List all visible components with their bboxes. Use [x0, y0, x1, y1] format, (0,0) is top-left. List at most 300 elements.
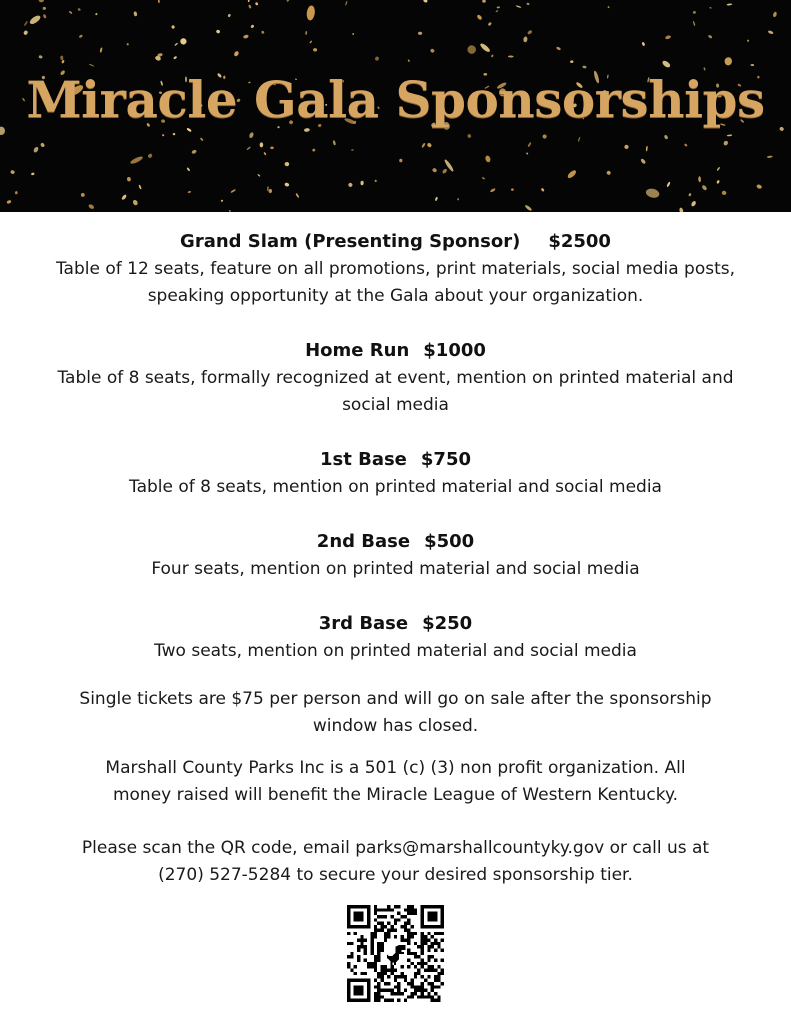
qr-module: [390, 999, 393, 1002]
qr-module: [431, 955, 434, 958]
qr-module: [434, 985, 437, 988]
qr-module: [394, 979, 397, 982]
confetti-fleck: [249, 132, 255, 139]
qr-module: [374, 912, 377, 915]
page-title: Miracle Gala Sponsorships: [26, 70, 765, 129]
confetti-fleck: [173, 56, 177, 60]
qr-module: [404, 938, 407, 941]
qr-module: [411, 995, 414, 998]
confetti-fleck: [6, 200, 11, 205]
qr-module: [384, 982, 387, 985]
tier-price: $2500: [548, 231, 611, 252]
confetti-fleck: [523, 36, 528, 42]
qr-module: [421, 945, 424, 948]
qr-module: [374, 932, 377, 935]
single-tickets-note: [0, 686, 791, 740]
confetti-fleck: [216, 29, 221, 34]
confetti-fleck: [645, 187, 660, 199]
qr-module: [414, 952, 417, 955]
qr-module: [421, 932, 424, 935]
confetti-fleck: [246, 146, 251, 150]
qr-module: [427, 932, 430, 935]
qr-module: [374, 979, 377, 982]
confetti-fleck: [485, 155, 492, 163]
confetti-fleck: [28, 14, 41, 26]
tier-description-line: speaking opportunity at the Gala about your organization.: [147, 286, 644, 306]
tier-heading: [0, 337, 791, 365]
qr-module: [401, 935, 404, 938]
confetti-fleck: [270, 146, 274, 149]
qr-module: [350, 952, 353, 955]
confetti-fleck: [624, 144, 629, 149]
confetti-fleck: [772, 11, 777, 17]
confetti-fleck: [345, 1, 348, 6]
qr-module: [407, 922, 410, 925]
qr-module: [384, 938, 387, 941]
qr-module: [417, 985, 420, 988]
tier-heading: [0, 446, 791, 474]
confetti-fleck: [527, 30, 533, 35]
confetti-fleck: [15, 191, 18, 194]
confetti-fleck: [172, 133, 175, 136]
confetti-fleck: [722, 191, 727, 196]
confetti-fleck: [126, 43, 129, 46]
qr-module: [390, 989, 393, 992]
qr-module: [390, 992, 393, 995]
qr-module: [414, 989, 417, 992]
qr-module: [397, 905, 400, 908]
qr-module: [427, 982, 430, 985]
qr-module: [377, 908, 380, 911]
confetti-fleck: [606, 170, 611, 175]
qr-module: [390, 908, 393, 911]
qr-module: [394, 918, 397, 921]
qr-module: [441, 972, 444, 975]
confetti-fleck: [230, 189, 236, 194]
confetti-fleck: [716, 180, 720, 184]
confetti-fleck: [466, 44, 477, 55]
qr-module: [374, 969, 377, 972]
qr-module: [437, 995, 440, 998]
confetti-fleck: [69, 11, 73, 15]
qr-module: [404, 989, 407, 992]
qr-module: [407, 952, 410, 955]
confetti-fleck: [693, 11, 696, 14]
qr-module: [377, 959, 380, 962]
qr-module: [377, 995, 380, 998]
qr-module: [384, 965, 387, 968]
confetti-fleck: [426, 142, 432, 148]
qr-module: [380, 928, 383, 931]
qr-module: [401, 965, 404, 968]
confetti-fleck: [89, 64, 95, 67]
qr-module: [374, 965, 377, 968]
qr-module: [414, 965, 417, 968]
tier-price: $1000: [423, 340, 486, 361]
tier-description: [0, 556, 791, 583]
qr-module: [380, 925, 383, 928]
qr-module: [360, 972, 363, 975]
qr-module: [434, 975, 437, 978]
qr-module: [374, 908, 377, 911]
tier-2nd-base: [0, 528, 791, 583]
qr-module: [364, 945, 367, 948]
confetti-fleck: [578, 137, 581, 142]
confetti-fleck: [690, 200, 696, 207]
tier-description-line: Table of 8 seats, mention on printed material and social media: [129, 477, 662, 497]
tier-description-line: Two seats, mention on printed material and social media: [154, 641, 637, 661]
tier-home-run: [0, 337, 791, 419]
qr-module: [434, 959, 437, 962]
qr-module: [387, 969, 390, 972]
qr-module: [397, 918, 400, 921]
qr-module: [377, 915, 380, 918]
qr-module: [384, 972, 387, 975]
qr-module: [374, 918, 377, 921]
qr-module: [377, 992, 380, 995]
qr-module: [394, 928, 397, 931]
confetti-fleck: [248, 4, 252, 8]
qr-module: [390, 928, 393, 931]
qr-module: [434, 992, 437, 995]
qr-module: [401, 992, 404, 995]
qr-module: [404, 979, 407, 982]
qr-module: [434, 979, 437, 982]
qr-module: [384, 989, 387, 992]
confetti-fleck: [491, 54, 494, 57]
confetti-fleck: [679, 207, 684, 212]
qr-module: [434, 932, 437, 935]
qr-module: [347, 962, 350, 965]
confetti-fleck: [191, 149, 197, 154]
confetti-fleck: [661, 59, 671, 68]
confetti-fleck: [31, 172, 35, 175]
qr-module: [377, 975, 380, 978]
confetti-fleck: [566, 169, 577, 180]
confetti-fleck: [132, 199, 139, 206]
qr-module: [411, 992, 414, 995]
qr-module: [414, 985, 417, 988]
confetti-fleck: [243, 34, 249, 39]
confetti-fleck: [527, 142, 531, 148]
confetti-fleck: [133, 11, 137, 16]
qr-module: [424, 969, 427, 972]
qr-module: [417, 945, 420, 948]
qr-module: [407, 928, 410, 931]
qr-module: [414, 975, 417, 978]
confetti-fleck: [33, 146, 40, 153]
qr-module: [414, 932, 417, 935]
note-line: money raised will benefit the Miracle League of Western Kentucky.: [112, 785, 679, 805]
qr-module: [417, 989, 420, 992]
qr-code-icon[interactable]: [347, 905, 444, 1002]
qr-module: [424, 989, 427, 992]
qr-module: [424, 995, 427, 998]
qr-module: [424, 942, 427, 945]
confetti-fleck: [286, 0, 290, 2]
qr-module: [431, 989, 434, 992]
confetti-fleck: [750, 64, 754, 66]
confetti-fleck: [79, 34, 83, 38]
qr-module: [360, 942, 363, 945]
qr-module: [380, 945, 383, 948]
tier-price: $250: [422, 613, 473, 634]
confetti-fleck: [229, 210, 231, 212]
qr-module: [380, 942, 383, 945]
qr-module: [407, 995, 410, 998]
qr-module: [360, 935, 363, 938]
confetti-fleck: [227, 14, 231, 18]
qr-module: [404, 975, 407, 978]
qr-module: [441, 932, 444, 935]
confetti-fleck: [312, 148, 316, 152]
qr-module: [394, 905, 397, 908]
qr-module: [407, 905, 410, 908]
confetti-fleck: [640, 158, 646, 165]
qr-module: [347, 955, 350, 958]
confetti-fleck: [716, 167, 720, 172]
qr-module: [411, 979, 414, 982]
confetti-fleck: [709, 7, 712, 9]
qr-module: [407, 982, 410, 985]
qr-module: [401, 938, 404, 941]
qr-module: [387, 999, 390, 1002]
qr-module: [414, 912, 417, 915]
confetti-fleck: [352, 33, 355, 36]
note-line: Single tickets are $75 per person and will go on sale after the sponsorship: [79, 689, 712, 709]
confetti-fleck: [374, 179, 377, 182]
qr-module: [437, 979, 440, 982]
qr-module: [397, 975, 400, 978]
qr-module: [411, 912, 414, 915]
qr-module: [421, 992, 424, 995]
qr-module: [407, 912, 410, 915]
qr-module: [407, 942, 410, 945]
qr-module: [434, 938, 437, 941]
qr-module: [437, 942, 440, 945]
qr-module: [431, 965, 434, 968]
confetti-fleck: [257, 174, 260, 177]
confetti-fleck: [442, 168, 448, 174]
qr-module: [380, 995, 383, 998]
confetti-fleck: [688, 193, 691, 197]
tier-description: [0, 256, 791, 310]
qr-module: [357, 955, 360, 958]
tier-heading: [0, 228, 791, 256]
qr-module: [421, 965, 424, 968]
confetti-fleck: [261, 30, 265, 34]
confetti-fleck: [295, 193, 299, 198]
qr-module: [414, 942, 417, 945]
qr-module: [370, 932, 373, 935]
qr-module: [404, 908, 407, 911]
qr-module: [417, 962, 420, 965]
qr-module: [394, 922, 397, 925]
qr-module: [437, 972, 440, 975]
qr-module: [421, 962, 424, 965]
confetti-fleck: [665, 35, 672, 40]
qr-module: [370, 938, 373, 941]
qr-module: [384, 915, 387, 918]
qr-module: [397, 992, 400, 995]
confetti-fleck: [524, 204, 532, 211]
confetti-fleck: [607, 6, 610, 9]
note-line: (270) 527-5284 to secure your desired sponsorship tier.: [158, 865, 633, 885]
qr-module: [347, 965, 350, 968]
confetti-fleck: [127, 177, 131, 182]
qr-module: [411, 962, 414, 965]
qr-module: [421, 995, 424, 998]
confetti-fleck: [351, 149, 354, 151]
confetti-fleck: [80, 193, 85, 198]
note-line: Marshall County Parks Inc is a 501 (c) (3) non profit organization. All: [105, 758, 686, 778]
qr-module: [407, 959, 410, 962]
confetti-fleck: [768, 30, 774, 35]
qr-module: [427, 955, 430, 958]
confetti-fleck: [423, 0, 428, 3]
qr-module: [370, 965, 373, 968]
qr-module: [404, 922, 407, 925]
qr-module: [397, 999, 400, 1002]
confetti-fleck: [490, 188, 496, 193]
tier-description-line: Table of 12 seats, feature on all promotions, print materials, social media posts,: [55, 259, 736, 279]
confetti-fleck: [582, 65, 586, 68]
confetti-fleck: [250, 24, 254, 28]
qr-module: [387, 989, 390, 992]
qr-module: [407, 948, 410, 951]
qr-module: [384, 969, 387, 972]
qr-module: [407, 938, 410, 941]
qr-module: [384, 935, 387, 938]
qr-module: [387, 928, 390, 931]
qr-module: [357, 948, 360, 951]
confetti-fleck: [38, 55, 43, 59]
confetti-fleck: [348, 182, 354, 188]
confetti-fleck: [570, 60, 574, 63]
qr-module: [377, 982, 380, 985]
qr-module: [404, 928, 407, 931]
confetti-fleck: [263, 152, 266, 156]
qr-finder-core: [354, 985, 364, 995]
confetti-fleck: [10, 170, 15, 175]
confetti-fleck: [693, 21, 696, 26]
qr-module: [380, 948, 383, 951]
qr-module: [387, 935, 390, 938]
qr-module: [374, 928, 377, 931]
qr-module: [401, 915, 404, 918]
header-banner: [0, 0, 791, 212]
qr-module: [427, 975, 430, 978]
confetti-fleck: [541, 188, 545, 192]
qr-module: [350, 955, 353, 958]
confetti-fleck: [482, 177, 486, 180]
qr-module: [380, 989, 383, 992]
qr-module: [380, 972, 383, 975]
confetti-fleck: [482, 0, 486, 3]
qr-module: [374, 905, 377, 908]
confetti-fleck: [284, 182, 289, 187]
confetti-fleck: [724, 57, 732, 66]
tier-name: 1st Base: [319, 449, 407, 470]
qr-module: [377, 928, 380, 931]
qr-module: [401, 925, 404, 928]
qr-module: [397, 982, 400, 985]
qr-module: [377, 952, 380, 955]
qr-module: [427, 945, 430, 948]
qr-module: [407, 908, 410, 911]
qr-module: [360, 938, 363, 941]
tier-grand-slam: [0, 228, 791, 310]
qr-module: [354, 932, 357, 935]
tier-3rd-base: [0, 610, 791, 665]
confetti-fleck: [100, 47, 103, 53]
qr-module: [401, 975, 404, 978]
confetti-fleck: [698, 176, 701, 182]
qr-module: [387, 982, 390, 985]
confetti-fleck: [158, 0, 160, 3]
tier-price: $500: [424, 531, 475, 552]
qr-module: [421, 952, 424, 955]
qr-module: [354, 965, 357, 968]
qr-module: [390, 915, 393, 918]
qr-finder-core: [427, 912, 437, 922]
confetti-fleck: [88, 203, 95, 209]
tier-price: $750: [420, 449, 471, 470]
qr-module: [384, 908, 387, 911]
qr-module: [414, 908, 417, 911]
confetti-fleck: [701, 184, 707, 191]
confetti-fleck: [61, 59, 65, 63]
qr-module: [360, 945, 363, 948]
confetti-fleck: [260, 142, 264, 147]
confetti-fleck: [430, 48, 435, 53]
qr-module: [434, 948, 437, 951]
qr-module: [380, 969, 383, 972]
qr-module: [374, 995, 377, 998]
nonprofit-note: [0, 755, 791, 809]
confetti-fleck: [526, 2, 529, 5]
qr-module: [437, 985, 440, 988]
qr-module: [394, 985, 397, 988]
confetti-fleck: [306, 5, 316, 21]
qr-module: [427, 948, 430, 951]
qr-module: [390, 972, 393, 975]
qr-module: [374, 959, 377, 962]
contact-note: [0, 835, 791, 889]
qr-module: [397, 989, 400, 992]
qr-module: [431, 982, 434, 985]
qr-module: [377, 942, 380, 945]
qr-module: [414, 992, 417, 995]
qr-module: [431, 969, 434, 972]
confetti-fleck: [313, 48, 318, 52]
confetti-fleck: [40, 142, 45, 148]
qr-module: [411, 932, 414, 935]
qr-module: [411, 952, 414, 955]
qr-module: [404, 999, 407, 1002]
qr-module: [380, 965, 383, 968]
confetti-fleck: [60, 56, 63, 61]
qr-module: [377, 945, 380, 948]
qr-module: [407, 935, 410, 938]
qr-module: [437, 999, 440, 1002]
qr-module: [437, 932, 440, 935]
confetti-fleck: [723, 140, 729, 146]
confetti-fleck: [374, 56, 379, 61]
qr-module: [421, 938, 424, 941]
confetti-fleck: [171, 25, 175, 29]
qr-module: [421, 985, 424, 988]
